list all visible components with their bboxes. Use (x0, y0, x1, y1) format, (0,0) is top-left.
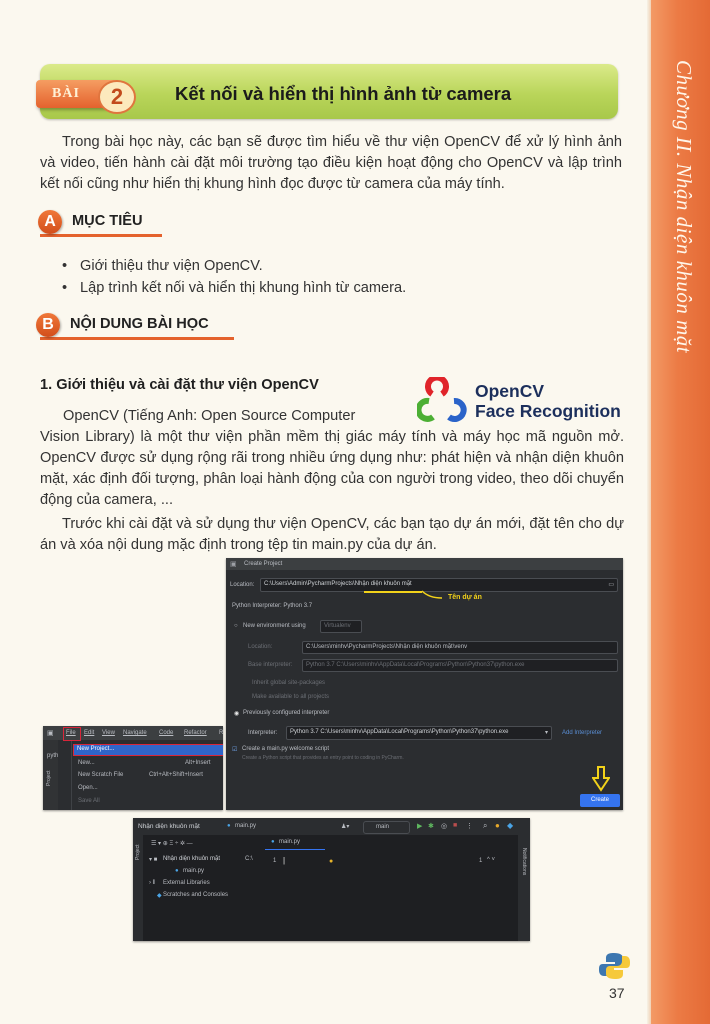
env-location-label: Location: (248, 644, 273, 650)
debug-icon[interactable]: ✱ (428, 823, 434, 830)
window-icon: ▣ (230, 561, 237, 568)
text-cursor: | (283, 856, 286, 865)
tree-item-scratches[interactable]: Scratches and Consoles (163, 892, 229, 898)
new-env-radio[interactable]: ○ (234, 623, 238, 629)
editor-tab[interactable] (265, 835, 325, 850)
warning-count[interactable]: 1 (479, 858, 483, 864)
chevron-down-icon: ▾ (544, 730, 548, 736)
run-config-label: main (376, 824, 390, 830)
settings-icon[interactable]: ● (495, 821, 500, 830)
annotation-label: Tên dự án (448, 594, 482, 601)
base-interp-field[interactable] (302, 659, 618, 672)
opencv-paragraph: Vision Library) là một thư viện phần mềm thị giác máy tính và máy học mã nguồn mở. OpenCV được sử dụng rộng rãi trong nhiều ứng dụng như: phát hiện và nhận diện khuôn mặt, xác định đối tượng, phân loại hành động của con người trong video, theo dõi chuyển động của camera, ... (40, 429, 624, 508)
interpreter-header[interactable]: Python Interpreter: Python 3.7 (232, 603, 313, 609)
run-config-select[interactable] (363, 821, 410, 834)
section-a-title: MỤC TIÊU (72, 213, 143, 229)
opencv-logo-icon (417, 377, 467, 423)
tree-item-project-path: C:\ (245, 856, 253, 862)
menu-item-scratch[interactable]: New Scratch File (78, 772, 124, 778)
tree-item-project[interactable]: Nhận diện khuôn mặt (163, 856, 221, 862)
lesson-title: Kết nối và hiển thị hình ảnh từ camera (175, 83, 512, 104)
side-project-label[interactable]: Project (46, 770, 52, 786)
section-b-badge: B (36, 313, 60, 337)
menu-view[interactable]: View (102, 730, 115, 736)
tree-item-libraries[interactable]: External Libraries (163, 880, 210, 886)
annotation-underline (364, 591, 422, 593)
lesson-word: BÀI (52, 86, 80, 101)
ide-file-crumb[interactable]: main.py (235, 823, 257, 829)
new-env-value: Virtualenv (324, 623, 351, 629)
dialog-titlebar (226, 558, 623, 570)
arrow-down-icon (592, 766, 610, 792)
annotation-arrow-icon (421, 590, 443, 600)
inspection-arrows[interactable]: ^ ˅ (487, 857, 495, 863)
new-project-label: New Project... (77, 746, 115, 752)
create-project-paragraph: Trước khi cài đặt và sử dụng thư viện OpenCV, các bạn tạo dự án mới, đặt tên cho dự án và xóa nội dung mặc định trong tệp tin main.py của dự án. (40, 516, 624, 553)
panel-toolbar-icons[interactable]: ☰ ▾ ⊕ Ξ ÷ ✲ — (151, 841, 193, 847)
section-b-title: NỘI DUNG BÀI HỌC (70, 316, 209, 332)
page-number: 37 (609, 985, 625, 1001)
tree-item-main[interactable]: main.py (183, 868, 205, 874)
new-project-item[interactable] (73, 744, 223, 756)
prev-config-label: Previously configured interpreter (243, 710, 330, 716)
file-menu-screenshot (43, 726, 223, 810)
tree-py-icon: ● (175, 868, 179, 874)
add-interpreter-link[interactable]: Add Interpreter (562, 730, 603, 736)
base-interp-value: Python 3.7 C:\Users\minhv\AppData\Local\Programs\Python\Python37\python.exe (306, 662, 525, 668)
subsection-heading: 1. Giới thiệu và cài đặt thư viện OpenCV (40, 377, 319, 393)
create-button[interactable]: Create (580, 794, 620, 807)
interp-label: Interpreter: (248, 730, 278, 736)
opencv-paragraph-first-line: OpenCV (Tiếng Anh: Open Source Computer (63, 408, 356, 424)
section-a-underline (40, 234, 162, 237)
plugins-icon[interactable]: ◆ (507, 821, 514, 830)
search-icon[interactable]: ⌕ (483, 821, 488, 830)
menu-code[interactable]: Code (159, 730, 174, 736)
dialog-title: Create Project (244, 561, 283, 567)
available-checkbox-label[interactable]: Make available to all projects (252, 694, 330, 700)
tree-lib-icon: › ⫴ (149, 880, 156, 886)
opencv-logo-text (475, 381, 621, 421)
create-project-dialog (226, 558, 623, 810)
menu-item-new[interactable]: New... (78, 760, 95, 766)
env-location-field[interactable] (302, 641, 618, 654)
section-a-badge: A (38, 210, 62, 234)
more-icon[interactable]: ⋮ (466, 823, 473, 830)
app-icon: ▣ (47, 730, 54, 737)
coverage-icon[interactable]: ◎ (441, 823, 448, 830)
tree-scratch-icon: ◆ (157, 893, 162, 899)
ide-screenshot (133, 818, 530, 941)
goals-list (62, 255, 406, 299)
base-interp-label: Base interpreter: (248, 662, 293, 668)
prev-config-radio[interactable]: ◉ (234, 711, 240, 717)
menu-file[interactable]: File (66, 730, 76, 736)
tree-folder-icon: ▾ ■ (149, 857, 158, 863)
line-number: 1 (273, 858, 277, 864)
logo-line-2: Face Recognition (475, 401, 621, 421)
tab-py-icon: ● (271, 839, 275, 845)
menu-more[interactable]: R (219, 730, 223, 736)
welcome-checkbox[interactable]: ☑ (232, 747, 238, 753)
menu-edit[interactable]: Edit (84, 730, 95, 736)
chapter-title: Chương II. Nhận diện khuôn mặt (672, 60, 696, 354)
python-file-icon: ● (227, 823, 231, 829)
new-env-label: New environment using (243, 623, 306, 629)
folder-icon[interactable]: ▭ (608, 582, 614, 588)
menu-navigate[interactable]: Navigate (123, 730, 147, 736)
notifications-tab[interactable]: Notifications (521, 848, 527, 876)
lesson-number: 2 (98, 80, 136, 114)
list-item: • Lập trình kết nối và hiển thị khung hình từ camera. (62, 277, 406, 299)
logo-line-1: OpenCV (475, 381, 545, 401)
intro-paragraph: Trong bài học này, các bạn sẽ được tìm hiểu về thư viện OpenCV để xử lý hình ảnh và video, tiến hành cài đặt môi trường tạo điều kiện hoạt động cho OpenCV và lập trình kết nối cũng như hiển thị khung hình đọc được từ camera của máy tính. (40, 134, 622, 192)
stop-icon[interactable]: ■ (453, 822, 458, 829)
inherit-checkbox-label[interactable]: Inherit global site-packages (252, 680, 326, 686)
menu-refactor[interactable]: Refactor (184, 730, 207, 736)
ide-project-name[interactable]: Nhận diện khuôn mặt (138, 823, 200, 830)
welcome-desc: Create a Python script that provides an entry point to coding in PyCharm. (242, 755, 404, 761)
python-logo-icon (598, 951, 632, 981)
bulb-icon[interactable]: ● (329, 858, 334, 865)
interp-value: Python 3.7 C:\Users\minhv\AppData\Local\Programs\Python\Python37\python.exe (290, 729, 509, 735)
welcome-label: Create a main.py welcome script (242, 746, 330, 752)
file-highlight-box (63, 727, 81, 741)
editor-tab-label: main.py (279, 839, 301, 845)
location-value: C:\Users\Admin\PycharmProjects\Nhận diện khuôn mặt (264, 581, 412, 587)
section-b-underline (40, 337, 234, 340)
new-env-select[interactable] (320, 620, 362, 633)
panel-fragment: pyth (47, 753, 59, 759)
location-label: Location: (230, 582, 255, 588)
vcs-icon[interactable]: ♟▾ (341, 824, 350, 830)
menu-item-save-all[interactable]: Save All (78, 798, 100, 804)
menu-item-scratch-shortcut: Ctrl+Alt+Shift+Insert (149, 772, 203, 778)
run-icon[interactable]: ▶ (417, 823, 423, 830)
list-item: • Giới thiệu thư viện OpenCV. (62, 255, 406, 277)
project-tool-tab[interactable]: Project (135, 844, 141, 860)
interp-select[interactable] (286, 726, 552, 740)
menu-item-new-shortcut: Alt+Insert (185, 760, 211, 766)
env-location-value: C:\Users\minhv\PycharmProjects\Nhận diện khuôn mặt\venv (306, 644, 468, 650)
menu-item-open[interactable]: Open... (78, 785, 98, 791)
